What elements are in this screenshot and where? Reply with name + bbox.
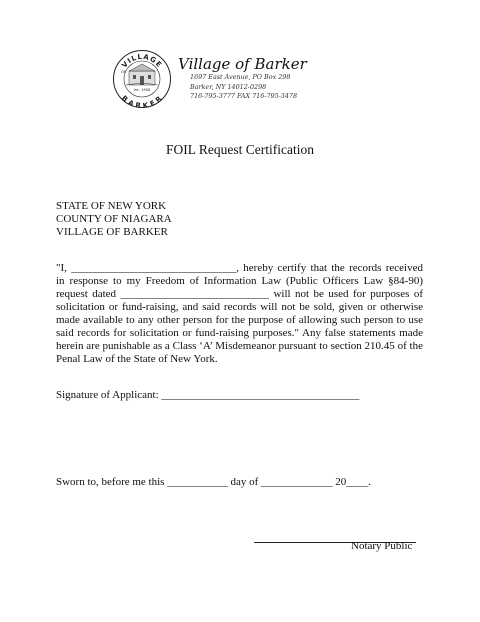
svg-text:VILLAGE: VILLAGE	[120, 52, 164, 70]
sworn-date-line: Sworn to, before me this ___________ day of _____________ 20____.	[56, 476, 371, 488]
document-title: FOIL Request Certification	[166, 142, 314, 157]
county-line: COUNTY OF NIAGARA	[56, 213, 172, 225]
venue-block	[56, 200, 172, 239]
certification-paragraph: "I, ______________________________, hereby certify that the records received in response to my Freedom of Information Law (Public Officers Law §84-90) request dated ___________________________ will not be used for purposes of solicitation or fund-raising, and said records will not be sold, given or otherwise made available to any other person for the purpose of allowing such person to use said records for solicitation or fund-raising purposes." Any false statements made herein are punishable as a Class ‘A’ Misdemeanor pursuant to section 210.45 of the Penal Law of the State of New York.	[56, 262, 423, 365]
village-name: Village of Barker	[178, 55, 307, 73]
address-line-2: Barker, NY 14012-0298	[190, 82, 267, 91]
state-line: STATE OF NEW YORK	[56, 200, 167, 212]
svg-text:OF: OF	[121, 70, 126, 74]
svg-text:Inc. 1908: Inc. 1908	[133, 88, 151, 92]
notary-public-label: Notary Public	[351, 540, 413, 552]
applicant-signature-line: Signature of Applicant: ____________________________________	[56, 389, 360, 401]
svg-text:BARKER: BARKER	[119, 94, 165, 109]
address-line-1: 1697 East Avenue, PO Box 298	[190, 73, 291, 81]
village-line: VILLAGE OF BARKER	[56, 226, 168, 238]
phone-fax: 716-795-3777 FAX 716-795-3478	[190, 92, 298, 100]
letterhead	[178, 56, 307, 102]
village-seal-logo	[112, 49, 172, 109]
